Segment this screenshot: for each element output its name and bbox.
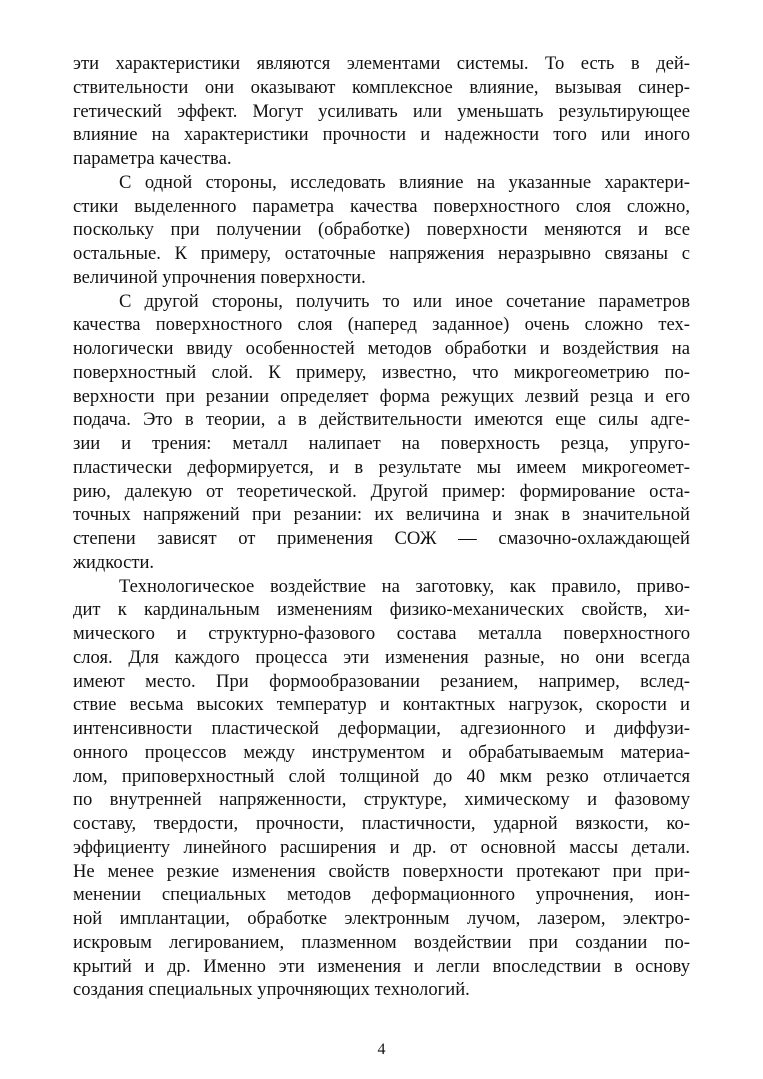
text-line: лом, приповерхностный слой толщиной до 40 мкм резко отличается <box>73 765 690 787</box>
text-line: ствие весьма высоких температур и контактных нагрузок, скорости и <box>73 694 690 716</box>
text-line: эффициенту линейного расширения и др. от основной массы детали. <box>73 836 690 858</box>
text-line: точных напряжений при резании: их величина и знак в значительной <box>73 504 690 526</box>
page-body <box>73 52 690 1002</box>
text-line: поверхностный слой. К примеру, известно, что микрогеометрию по- <box>73 361 690 383</box>
paragraph-3 <box>73 290 690 575</box>
text-line: эти характеристики являются элементами системы. То есть в дей- <box>73 53 690 74</box>
text-line: нологически ввиду особенностей методов обработки и воздействия на <box>73 338 690 359</box>
text-line: рию, далекую от теоретической. Другой пример: формирование оста- <box>73 480 690 502</box>
text-line: слоя. Для каждого процесса эти изменения разные, но они всегда <box>73 646 690 668</box>
text-line: зии и трения: металл налипает на поверхность резца, упруго- <box>73 433 690 454</box>
text-line: верхности при резании определяет форма режущих лезвий резца и его <box>73 385 690 407</box>
text-line: по внутренней напряженности, структуре, химическому и фазовому <box>73 789 690 811</box>
text-line: ствительности они оказывают комплексное влияние, вызывая синер- <box>73 76 690 98</box>
page-number: 4 <box>377 1041 386 1058</box>
text-line: качества поверхностного слоя (наперед заданное) очень сложно тех- <box>73 314 690 336</box>
text-line: параметра качества. <box>73 148 232 169</box>
text-line: крытий и др. Именно эти изменения и легли впоследствии в основу <box>73 955 690 977</box>
text-line: искровым легированием, плазменном воздействии при создании по- <box>73 931 690 953</box>
text-line: величиной упрочнения поверхности. <box>73 266 366 288</box>
paragraph-4 <box>73 575 690 1003</box>
text-line: менении специальных методов деформационного упрочнения, ион- <box>73 884 690 906</box>
text-line: жидкости. <box>73 551 155 573</box>
text-line: Технологическое воздействие на заготовку, как правило, приво- <box>119 575 690 597</box>
text-line: С другой стороны, получить то или иное сочетание параметров <box>119 290 690 312</box>
text-line: влияние на характеристики прочности и надежности того или иного <box>73 124 690 146</box>
text-line: подача. Это в теории, а в действительности имеются еще силы адге- <box>73 409 690 431</box>
text-line: Не менее резкие изменения свойств поверхности протекают при при- <box>73 860 690 882</box>
paragraph-2 <box>73 171 690 290</box>
text-line: пластически деформируется, и в результате мы имеем микрогеомет- <box>73 456 690 478</box>
text-line: онного процессов между инструментом и обрабатываемым материа- <box>73 741 690 763</box>
text-line: дит к кардинальным изменениям физико-механических свойств, хи- <box>73 599 690 621</box>
text-line: ной имплантации, обработке электронным лучом, лазером, электро- <box>73 908 690 929</box>
text-line: С одной стороны, исследовать влияние на указанные характери- <box>119 171 690 193</box>
paragraph-1 <box>73 52 690 171</box>
text-line: стики выделенного параметра качества поверхностного слоя сложно, <box>73 195 690 217</box>
text-line: интенсивности пластической деформации, адгезионного и диффузи- <box>73 718 690 739</box>
text-line: степени зависят от применения СОЖ — смазочно-охлаждающей <box>73 528 690 549</box>
text-line: поскольку при получении (обработке) поверхности меняются и все <box>73 219 690 241</box>
text-line: остальные. К примеру, остаточные напряжения неразрывно связаны с <box>73 243 690 264</box>
text-line: мического и структурно-фазового состава металла поверхностного <box>73 623 690 644</box>
text-line: составу, твердости, прочности, пластичности, ударной вязкости, ко- <box>73 813 690 834</box>
text-line: гетический эффект. Могут усиливать или уменьшать результирующее <box>73 100 690 122</box>
text-line: создания специальных упрочняющих технологий. <box>73 979 470 1001</box>
text-line: имеют место. При формообразовании резанием, например, вслед- <box>73 670 690 692</box>
